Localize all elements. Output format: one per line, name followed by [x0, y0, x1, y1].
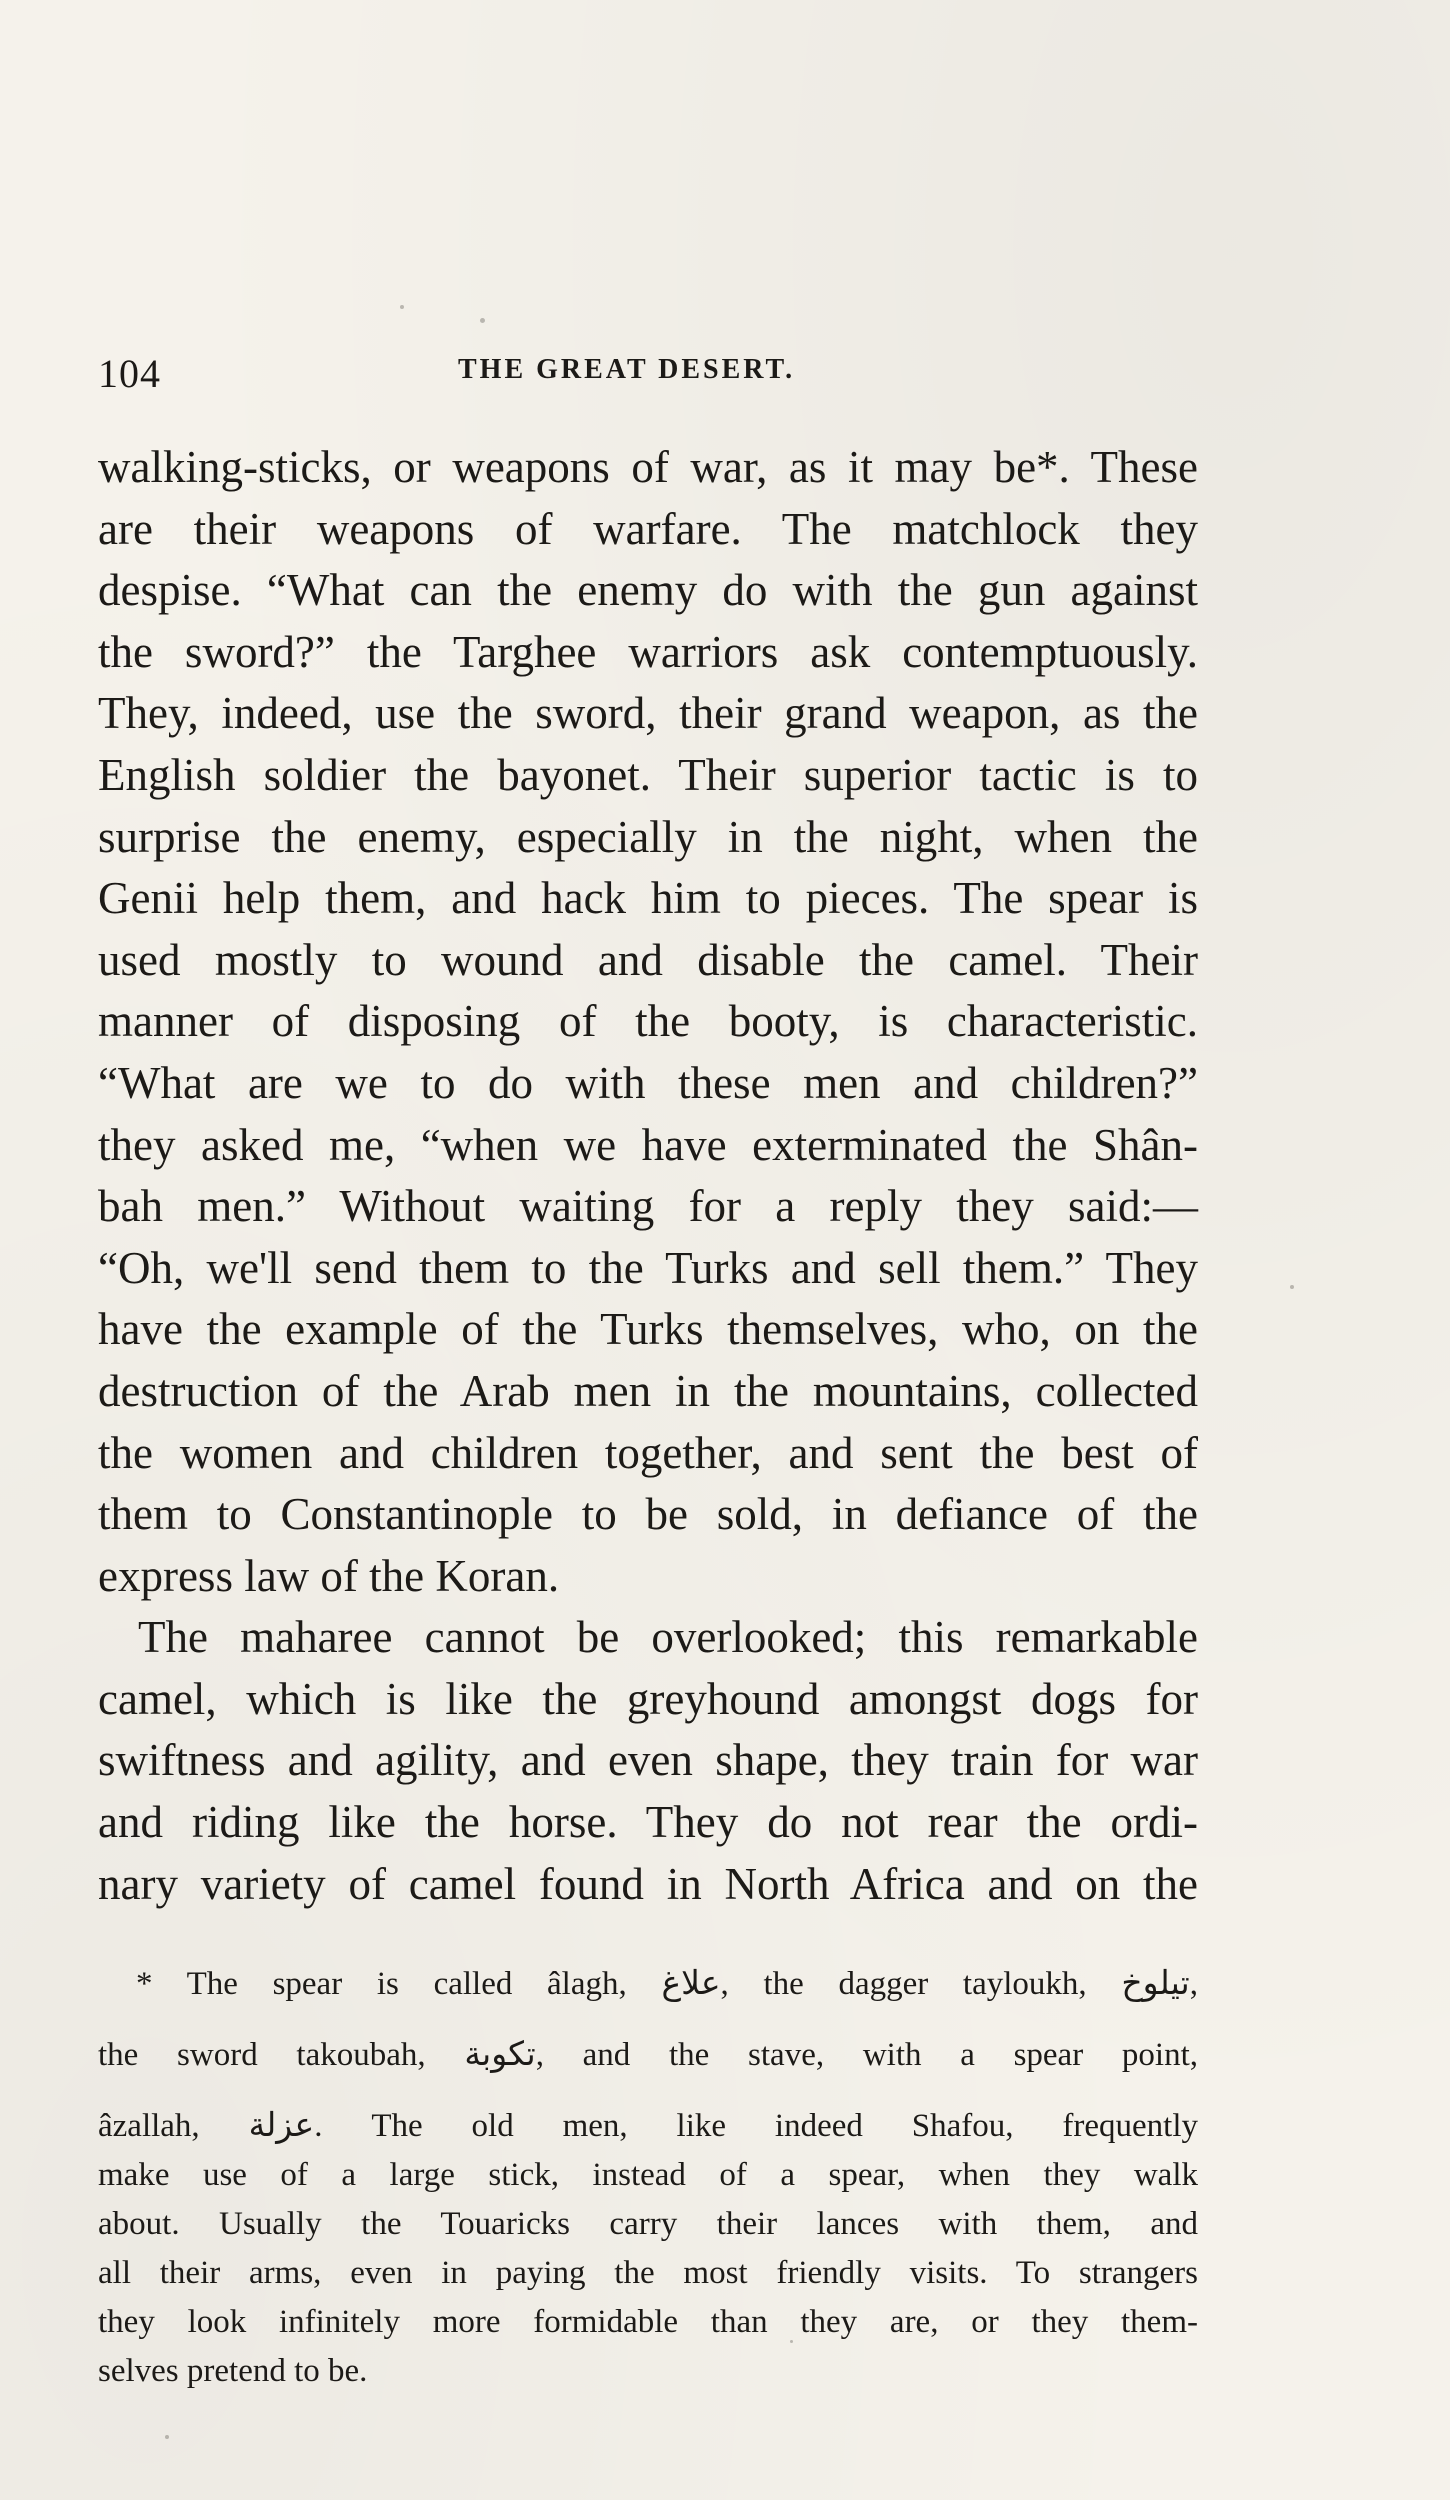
paper-speck — [1290, 1285, 1294, 1289]
text-line: destruction of the Arab men in the mountains, collected — [98, 1365, 1198, 1416]
paper-speck — [400, 305, 404, 309]
text-line: express law of the Koran. — [98, 1550, 560, 1601]
footnote-line: âzallah, عزلة. The old men, like indeed Shafou, frequently — [98, 2108, 1198, 2144]
text-line: the sword?” the Targhee warriors ask contemptuously. — [98, 626, 1198, 677]
footnote — [98, 1960, 1198, 2396]
footnote-line: * The spear is called âlagh, علاغ, the dagger tayloukh, تيلوخ, — [136, 1966, 1198, 2002]
text-line: surprise the enemy, especially in the night, when the — [98, 811, 1198, 862]
text-line: bah men.” Without waiting for a reply they said:— — [98, 1181, 1198, 1232]
text-line: camel, which is like the greyhound amongst dogs for — [98, 1673, 1198, 1724]
body-text — [98, 437, 1198, 1915]
text-line: them to Constantinople to be sold, in defiance of the — [98, 1489, 1198, 1540]
footnote-line: about. Usually the Touaricks carry their lances with them, and — [98, 2206, 1198, 2242]
text-line: “What are we to do with these men and children?” — [98, 1057, 1198, 1108]
text-line: swiftness and agility, and even shape, they train for war — [98, 1735, 1198, 1786]
text-line: They, indeed, use the sword, their grand weapon, as the — [98, 688, 1198, 739]
text-line: have the example of the Turks themselves, who, on the — [98, 1304, 1198, 1355]
footnote-line: they look infinitely more formidable than they are, or they them- — [98, 2304, 1198, 2340]
text-line: they asked me, “when we have exterminated the Shân- — [98, 1119, 1198, 1170]
footnote-line: all their arms, even in paying the most friendly visits. To strangers — [98, 2255, 1198, 2291]
text-line: English soldier the bayonet. Their superior tactic is to — [98, 749, 1198, 800]
footnote-line: the sword takoubah, تكوبة, and the stave, with a spear point, — [98, 2037, 1198, 2073]
page-header — [98, 350, 1198, 400]
text-line: walking-sticks, or weapons of war, as it may be*. These — [98, 442, 1198, 492]
text-line: manner of disposing of the booty, is characteristic. — [98, 996, 1198, 1047]
text-line: “Oh, we'll send them to the Turks and sell them.” They — [98, 1242, 1198, 1293]
paragraph-start-line: The maharee cannot be overlooked; this remarkable — [138, 1612, 1198, 1663]
paper-speck — [480, 318, 485, 323]
page-number: 104 — [98, 351, 161, 396]
text-line: despise. “What can the enemy do with the gun against — [98, 565, 1198, 616]
footnote-line: selves pretend to be. — [98, 2353, 368, 2389]
paper-speck — [165, 2435, 169, 2439]
text-line: used mostly to wound and disable the camel. Their — [98, 934, 1198, 985]
text-line: Genii help them, and hack him to pieces. The spear is — [98, 873, 1198, 924]
text-line: nary variety of camel found in North Africa and on the — [98, 1858, 1198, 1909]
running-head: THE GREAT DESERT. — [458, 354, 796, 385]
footnote-line: make use of a large stick, instead of a spear, when they walk — [98, 2157, 1198, 2193]
text-line: and riding like the horse. They do not rear the ordi- — [98, 1797, 1198, 1848]
paper-speck — [790, 2340, 793, 2343]
text-line: are their weapons of warfare. The matchlock they — [98, 503, 1198, 554]
text-line: the women and children together, and sent the best of — [98, 1427, 1198, 1478]
